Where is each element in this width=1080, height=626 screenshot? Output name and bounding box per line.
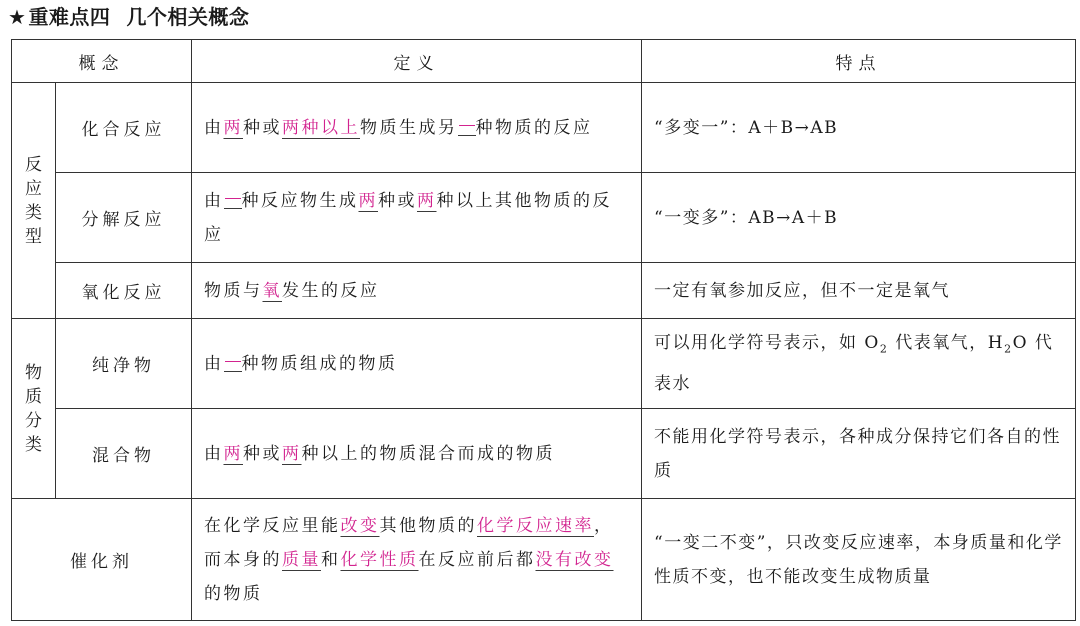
table-row [12, 173, 1076, 263]
answer-blank-yi [224, 190, 242, 209]
table-row [12, 319, 1076, 409]
answer-blank: 质量 [282, 549, 321, 570]
section-title [8, 2, 249, 32]
feature-combination: “多变一”：A＋B→AB [642, 83, 1076, 173]
answer-blank-yi [224, 353, 242, 372]
answer-blank: 两 [417, 190, 437, 211]
answer-blank: 化学性质 [340, 549, 419, 570]
definition-combination: 由两种或两种以上物质生成另 种物质的反应 [192, 83, 642, 173]
answer-blank: 两 [223, 443, 243, 464]
feature-mixture: 不能用化学符号表示，各种成分保持它们各自的性质 [642, 409, 1076, 499]
answer-blank: 两 [223, 117, 243, 138]
term-combination: 化合反应 [56, 83, 192, 173]
term-pure-substance: 纯净物 [56, 319, 192, 409]
table-row [12, 83, 1076, 173]
answer-blank: 氧 [262, 280, 282, 301]
header-definition: 定义 [192, 40, 642, 83]
table-row [12, 263, 1076, 319]
feature-pure-substance: 可以用化学符号表示，如 $O_2$ 代表氧气，$H_2O$ 代表水 [642, 319, 1076, 409]
definition-catalyst: 在化学反应里能改变其他物质的化学反应速率，而本身的质量和化学性质在反应前后都没有改变的物质 [192, 499, 642, 621]
concepts-table [11, 39, 1076, 621]
definition-oxidation: 物质与氧发生的反应 [192, 263, 642, 319]
feature-catalyst: “一变二不变”，只改变反应速率，本身质量和化学性质不变，也不能改变生成物质量 [642, 499, 1076, 621]
header-concept: 概念 [12, 40, 192, 83]
term-catalyst: 催化剂 [12, 499, 192, 621]
term-mixture: 混合物 [56, 409, 192, 499]
answer-blank: 两 [282, 443, 302, 464]
feature-oxidation: 一定有氧参加反应，但不一定是氧气 [642, 263, 1076, 319]
term-decomposition: 分解反应 [56, 173, 192, 263]
category-reaction-type: 反 应 类 型 [12, 83, 56, 319]
section-heading: 几个相关概念 [126, 5, 250, 29]
answer-blank: 没有改变 [535, 549, 614, 570]
table-row [12, 409, 1076, 499]
answer-blank: 化学反应速率 [477, 515, 594, 536]
feature-decomposition: “一变多”：AB→A＋B [642, 173, 1076, 263]
answer-blank: 两 [358, 190, 378, 211]
table-row [12, 499, 1076, 621]
star-icon: ★ [8, 5, 27, 29]
header-row [12, 40, 1076, 83]
answer-blank: 两种以上 [282, 117, 360, 138]
answer-blank: 改变 [340, 515, 380, 536]
category-substance-class: 物 质 分 类 [12, 319, 56, 499]
term-oxidation: 氧化反应 [56, 263, 192, 319]
definition-decomposition: 由 种反应物生成两种或两种以上其他物质的反应 [192, 173, 642, 263]
section-label: 重难点四 [28, 5, 111, 29]
answer-blank-yi [458, 117, 476, 136]
definition-mixture: 由两种或两种以上的物质混合而成的物质 [192, 409, 642, 499]
definition-pure-substance: 由 种物质组成的物质 [192, 319, 642, 409]
header-feature: 特点 [642, 40, 1076, 83]
